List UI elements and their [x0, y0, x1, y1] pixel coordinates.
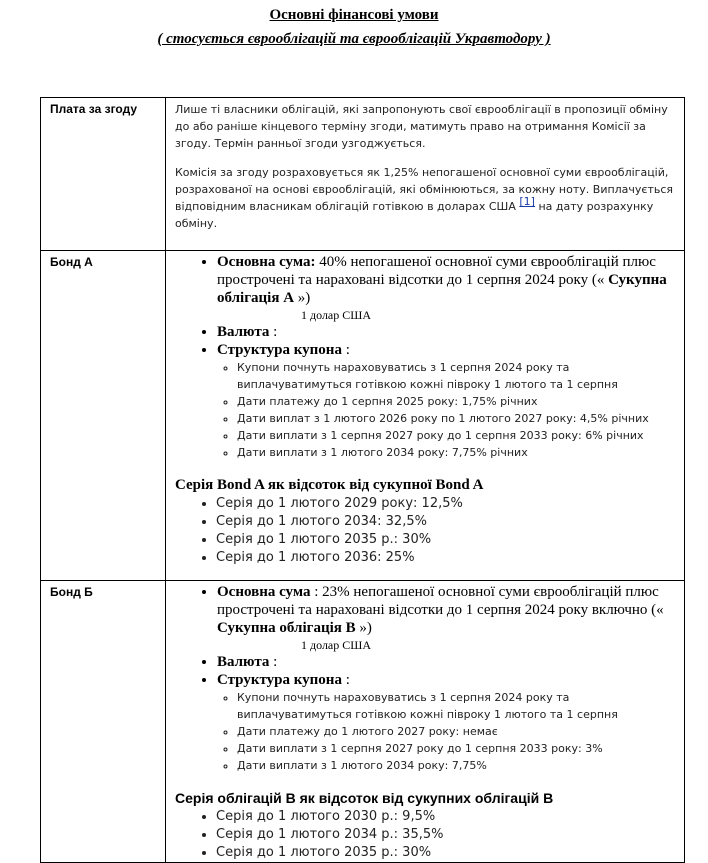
row-content: [166, 98, 685, 251]
fee-label: Плата за згоду: [50, 102, 138, 116]
list-item: • Серія до 1 лютого 2030 р.: 9,5%: [216, 808, 684, 826]
footnote-link[interactable]: [1]: [519, 195, 535, 208]
list-item: ◦ Дати виплати з 1 серпня 2027 року до 1 серпня 2033 року: 6% річних: [237, 427, 684, 444]
bond-a-currency: • Валюта :: [217, 323, 684, 341]
list-item: ◦ Дати виплат з 1 лютого 2026 року по 1 лютого 2027 року: 4,5% річних: [237, 410, 684, 427]
list-item: ◦ Дати платежу до 1 серпня 2025 року: 1,75% річних: [237, 393, 684, 410]
bond-b-series-title: Серія облігацій В як відсоток від сукупних облігацій В: [175, 790, 554, 806]
row-label: [41, 581, 166, 863]
list-item: • Серія до 1 лютого 2034: 32,5%: [216, 513, 684, 531]
bond-a-usd: 1 долар США: [301, 308, 372, 322]
row-label: [41, 251, 166, 581]
bond-a-series-title: Серія Bond A як відсоток від сукупної Bond A: [175, 477, 484, 493]
list-item: ◦ Дати виплати з 1 серпня 2027 року до 1 серпня 2033 року: 3%: [237, 740, 684, 757]
list-item: • Серія до 1 лютого 2036: 25%: [216, 549, 684, 567]
bond-a-series-list: [196, 495, 684, 567]
bond-b-series-list: [196, 808, 684, 862]
bond-a-label: Бонд А: [50, 255, 93, 269]
list-item: ◦ Дати виплати з 1 лютого 2034 року: 7,75%: [237, 757, 684, 774]
list-item: • Серія до 1 лютого 2035 р.: 30%: [216, 844, 684, 862]
table-row: [41, 98, 685, 251]
document-title: Основні фінансові умови: [269, 7, 439, 23]
bond-b-label: Бонд Б: [50, 585, 93, 599]
bond-a-coupon-list: [217, 359, 684, 461]
table-row: [41, 581, 685, 863]
bond-b-coupon-list: [217, 689, 684, 774]
bond-b-principal: • Основна сума : 23% непогашеної основної суми єврооблігацій плюс прострочені та нараховані відсотки до 1 серпня 2024 року включно (« Сукупна облігація B ») 1 долар США: [217, 583, 684, 653]
list-item: • Серія до 1 лютого 2029 року: 12,5%: [216, 495, 684, 513]
list-item: ◦ Дати виплати з 1 лютого 2034 року: 7,75% річних: [237, 444, 684, 461]
bond-b-usd: 1 долар США: [301, 638, 372, 652]
terms-table: [40, 97, 685, 863]
list-item: ◦ Купони почнуть нараховуватись з 1 серпня 2024 року та виплачуватимуться готівкою кожні півроку 1 лютого та 1 серпня: [237, 359, 684, 393]
list-item: ◦ Дати платежу до 1 лютого 2027 року: немає: [237, 723, 684, 740]
bond-a-principal: • Основна сума: 40% непогашеної основної суми єврооблігацій плюс прострочені та нараховані відсотки до 1 серпня 2024 року (« Сукупна облігація А ») 1 долар США: [217, 253, 684, 323]
document-subtitle: ( стосується єврооблігацій та єврооблігацій Укравтодору ): [157, 31, 551, 47]
list-item: • Серія до 1 лютого 2034 р.: 35,5%: [216, 826, 684, 844]
table-row: [41, 251, 685, 581]
fee-paragraph-1: Лише ті власники облігацій, які запропонують свої єврооблігації в пропозиції обміну до або раніше кінцевого терміну згоди, матимуть право на отримання Комісії за згоду. Термін ранньої згоди узгоджується.: [175, 103, 668, 150]
bond-b-currency: • Валюта :: [217, 653, 684, 671]
list-item: • Серія до 1 лютого 2035 р.: 30%: [216, 531, 684, 549]
fee-paragraph-2: Комісія за згоду розраховується як 1,25% непогашеної основної суми єврооблігацій, розрахованої на основі єврооблігацій, які обмінюються, за кожну ноту. Виплачується відповідним власникам облігацій готівкою в доларах США [1] на дату розрахунку обміну.: [175, 166, 674, 230]
row-content: [166, 581, 685, 863]
list-item: ◦ Купони почнуть нараховуватись з 1 серпня 2024 року та виплачуватимуться готівкою кожні півроку 1 лютого та 1 серпня: [237, 689, 684, 723]
bond-a-coupon: • Структура купона : ◦ Купони почнуть нараховуватись з 1 серпня 2024 року та виплачуватимуться готівкою кожні півроку 1 лютого та 1 серпня ◦ Дати платежу до 1 серпня 2025 року: 1,75% річних ◦ Дати виплат з 1 лютого 2026 року по 1 лютого 2027 року: 4,5% річних ◦ Дати виплати з 1 серпня 2027 року до 1 серпня 2033 року: 6% річних ◦ Дати виплати з 1 лютого 2034 року: 7,75% річних: [217, 341, 684, 461]
row-content: [166, 251, 685, 581]
row-label: [41, 98, 166, 251]
bond-b-coupon: • Структура купона : ◦ Купони почнуть нараховуватись з 1 серпня 2024 року та виплачуватимуться готівкою кожні півроку 1 лютого та 1 серпня ◦ Дати платежу до 1 лютого 2027 року: немає ◦ Дати виплати з 1 серпня 2027 року до 1 серпня 2033 року: 3% ◦ Дати виплати з 1 лютого 2034 року: 7,75%: [217, 671, 684, 774]
